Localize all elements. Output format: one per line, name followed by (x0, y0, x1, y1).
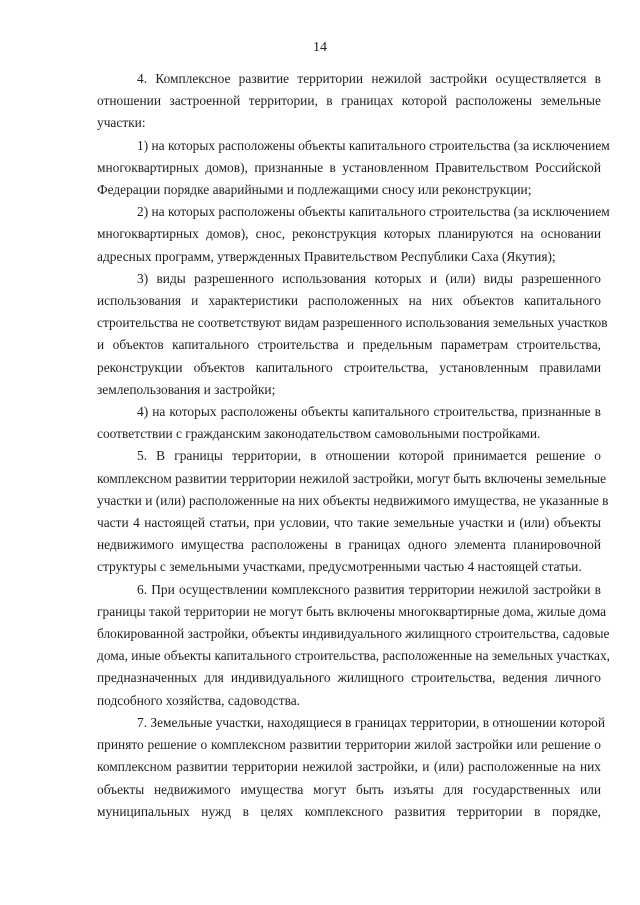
page-number: 14 (313, 40, 327, 55)
text-line: использования и характеристики расположенных на них объектов капитального (97, 293, 601, 309)
paragraph-p5 (97, 445, 609, 578)
document-body (97, 68, 610, 823)
text-line: части 4 настоящей статьи, при условии, что такие земельные участки и (или) объекты (97, 515, 601, 531)
paragraph-p4-1 (97, 135, 610, 202)
text-line: и объектов капитального строительства и предельным параметрам строительства, (97, 337, 601, 353)
text-line: 6. При осуществлении комплексного развития территории нежилой застройки в (137, 581, 601, 597)
text-line: многоквартирных домов), признанные в установленном Правительством Российской (97, 159, 601, 175)
paragraph-p4 (97, 68, 601, 135)
text-line: землепользования и застройки; (97, 381, 276, 397)
text-line: комплексном развитии территории нежилой застройки, и (или) расположенные на них (97, 759, 601, 775)
text-line: 4. Комплексное развитие территории нежилой застройки осуществляется в (137, 71, 601, 86)
text-line: принято решение о комплексном развитии территории жилой застройки или решение о (97, 737, 601, 753)
text-line: структуры с земельными участками, предусмотренными частью 4 настоящей статьи. (97, 559, 582, 575)
text-line: 5. В границы территории, в отношении которой принимается решение о (137, 448, 601, 464)
text-line: подсобного хозяйства, садоводства. (97, 692, 301, 708)
paragraph-p6 (97, 579, 610, 712)
paragraph-p4-4 (97, 401, 601, 445)
text-line: отношении застроенной территории, в границах которой расположены земельные (97, 93, 601, 109)
text-line: участки: (97, 115, 146, 131)
text-line: недвижимого имущества расположены в границах одного элемента планировочной (97, 537, 601, 553)
text-line: Федерации порядке аварийными и подлежащими сносу или реконструкции; (97, 182, 532, 198)
text-line: предназначенных для индивидуального жилищного строительства, ведения личного (97, 670, 601, 686)
text-line: муниципальных нужд в целях комплексного развития территории в порядке, (97, 803, 601, 819)
text-line: 4) на которых расположены объекты капитального строительства, признанные в (137, 404, 601, 420)
text-line: объекты недвижимого имущества могут быть изъяты для государственных или (97, 781, 601, 797)
text-line: строительства не соответствуют видам разрешенного использования земельных участков (97, 315, 608, 331)
text-line: 2) на которых расположены объекты капитального строительства (за исключением (137, 204, 610, 220)
paragraph-p4-2 (97, 201, 610, 268)
text-line: участки и (или) расположенные на них объекты недвижимого имущества, не указанные в (97, 492, 609, 508)
paragraph-p4-3 (97, 268, 608, 401)
text-line: многоквартирных домов), снос, реконструкция которых планируются на основании (97, 226, 601, 242)
text-line: комплексном развитии территории нежилой застройки, могут быть включены земельные (97, 470, 607, 486)
text-line: 3) виды разрешенного использования которых и (или) виды разрешенного (137, 270, 601, 286)
text-line: соответствии с гражданским законодательством самовольными постройками. (97, 426, 541, 442)
text-line: 1) на которых расположены объекты капитального строительства (за исключением (137, 137, 610, 153)
text-line: блокированной застройки, объекты индивидуального жилищного строительства, садовые (97, 626, 610, 642)
text-line: реконструкции объектов капитального строительства, установленным правилами (97, 359, 601, 375)
text-line: 7. Земельные участки, находящиеся в границах территории, в отношении которой (137, 714, 606, 730)
text-line: дома, иные объекты капитального строительства, расположенные на земельных участках, (97, 648, 610, 664)
text-line: границы такой территории не могут быть включены многоквартирные дома, жилые дома (97, 603, 607, 619)
paragraph-p7 (97, 712, 606, 823)
text-line: адресных программ, утвержденных Правительством Республики Саха (Якутия); (97, 248, 556, 264)
